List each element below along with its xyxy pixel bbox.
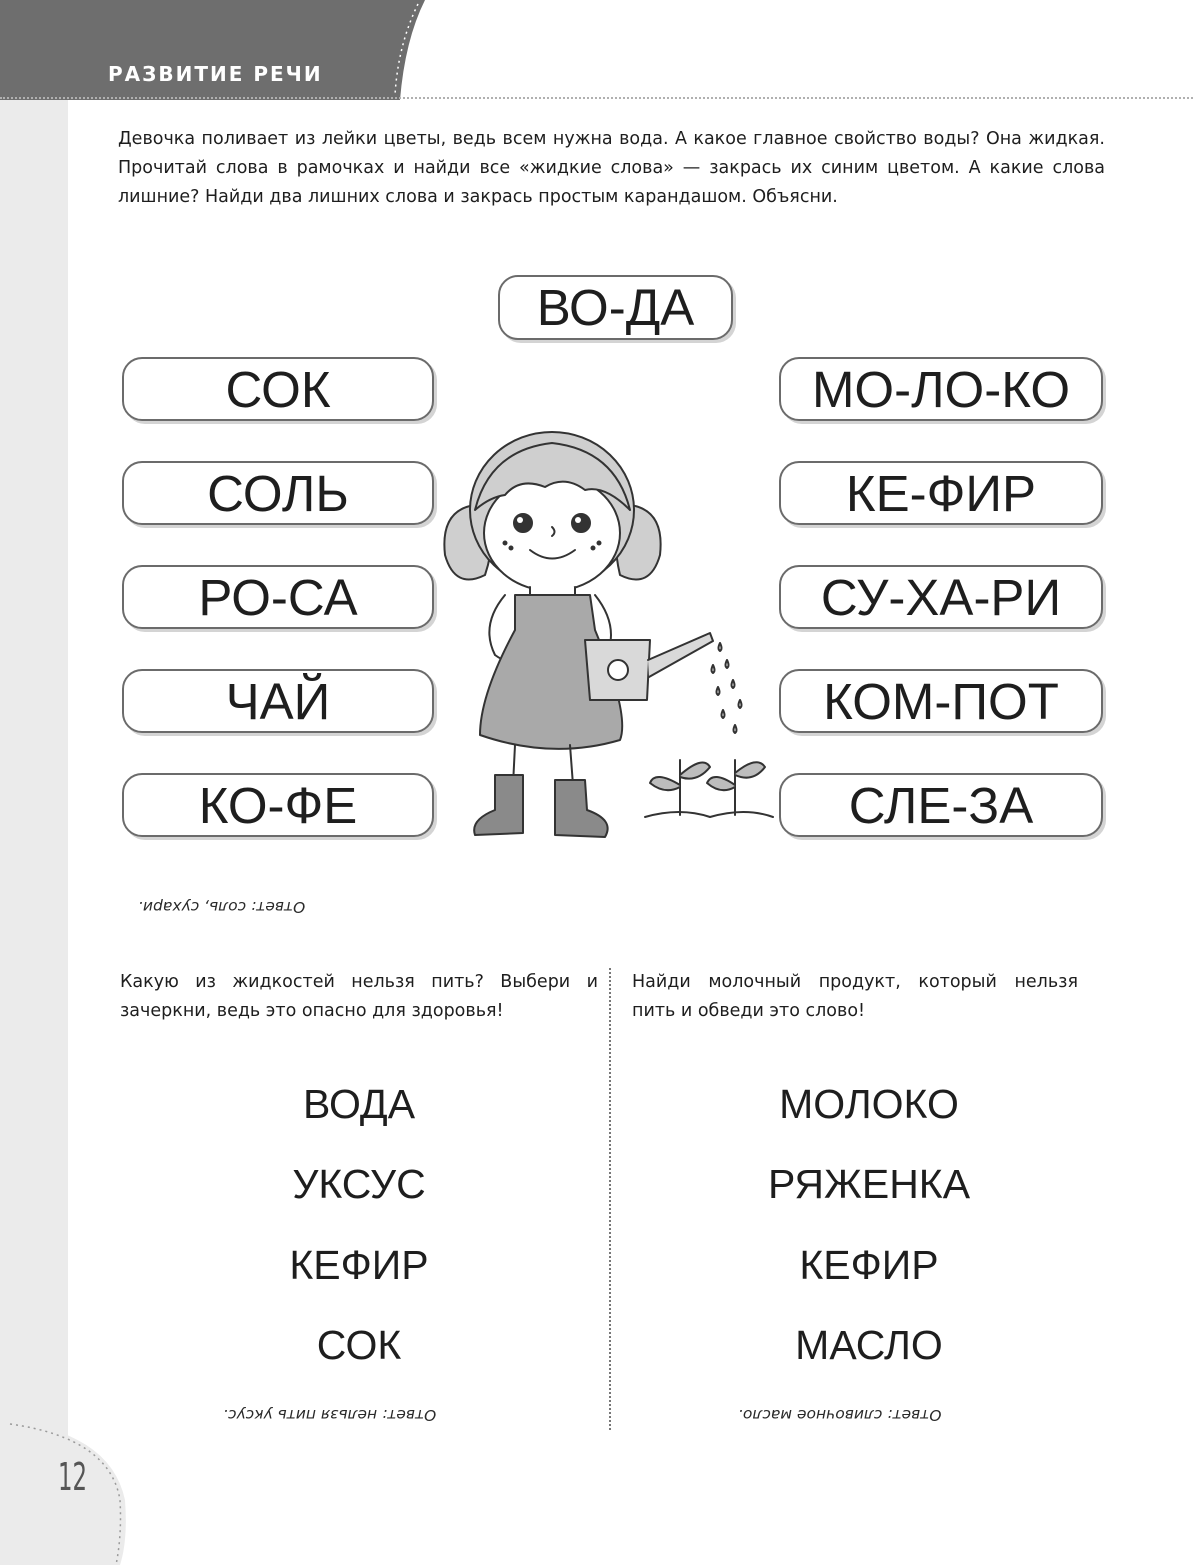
word-box-left-2[interactable]: [122, 461, 434, 525]
word-box-right-5[interactable]: [779, 773, 1103, 837]
liquid-word-2[interactable]: УКСУС: [292, 1161, 426, 1207]
word-box-left-3[interactable]: [122, 565, 434, 629]
word-box-label: МО-ЛО-КО: [811, 360, 1071, 418]
task-left-text: Какую из жидкостей нельзя пить? Выбери и зачеркни, ведь это опасно для здоровья!: [120, 972, 598, 1021]
word-box-label: СУ-ХА-РИ: [820, 568, 1062, 626]
task-right-text: Найди молочный продукт, который нельзя пить и обведи это слово!: [632, 972, 1078, 1021]
word-box-right-3[interactable]: [779, 565, 1103, 629]
dairy-word-1[interactable]: МОЛОКО: [779, 1081, 959, 1127]
word-box-label: СОЛЬ: [207, 464, 349, 522]
liquid-word-3[interactable]: КЕФИР: [289, 1242, 429, 1288]
word-box-label: СОК: [225, 360, 331, 418]
answer-left: Ответ: нельзя пить уксус.: [223, 1406, 437, 1424]
word-box-left-1[interactable]: [122, 357, 434, 421]
header-divider: [0, 97, 1193, 99]
liquid-word-4[interactable]: СОК: [316, 1322, 402, 1368]
word-box-right-4[interactable]: [779, 669, 1103, 733]
word-box-label: КОМ-ПОТ: [823, 672, 1059, 730]
word-box-right-1[interactable]: [779, 357, 1103, 421]
page-number: 12: [58, 1455, 88, 1499]
word-box-label: ВО-ДА: [536, 279, 695, 336]
dairy-word-2[interactable]: РЯЖЕНКА: [767, 1161, 971, 1207]
word-box-label: ЧАЙ: [225, 672, 331, 730]
word-box-left-4[interactable]: [122, 669, 434, 733]
word-box-left-5[interactable]: [122, 773, 434, 837]
column-divider: [609, 968, 611, 1430]
word-box-label: КЕ-ФИР: [845, 464, 1037, 522]
answer-main: Ответ: соль, сухари.: [138, 898, 306, 916]
word-box-label: КО-ФЕ: [198, 776, 358, 834]
girl-watering-plants-illustration: [435, 415, 775, 855]
word-box-label: СЛЕ-ЗА: [848, 776, 1034, 834]
dairy-word-4[interactable]: МАСЛО: [795, 1322, 943, 1368]
word-box-right-2[interactable]: [779, 461, 1103, 525]
word-box-label: РО-СА: [198, 568, 358, 626]
side-margin-band: [0, 100, 68, 1565]
dairy-word-3[interactable]: КЕФИР: [799, 1242, 939, 1288]
word-box-center[interactable]: [498, 275, 733, 340]
intro-text: Девочка поливает из лейки цветы, ведь всем нужна вода. А какое главное свойство воды? Она жидкая. Прочитай слова в рамочках и найди все «жидкие слова» — закрась их синим цветом. А какие слова лишние? Найди два лишних слова и закрась простым карандашом. Объясни.: [118, 129, 1105, 207]
liquid-word-1[interactable]: ВОДА: [302, 1081, 416, 1127]
answer-right: Ответ: сливочное масло.: [738, 1406, 942, 1424]
section-title: РАЗВИТИЕ РЕЧИ: [108, 62, 323, 86]
